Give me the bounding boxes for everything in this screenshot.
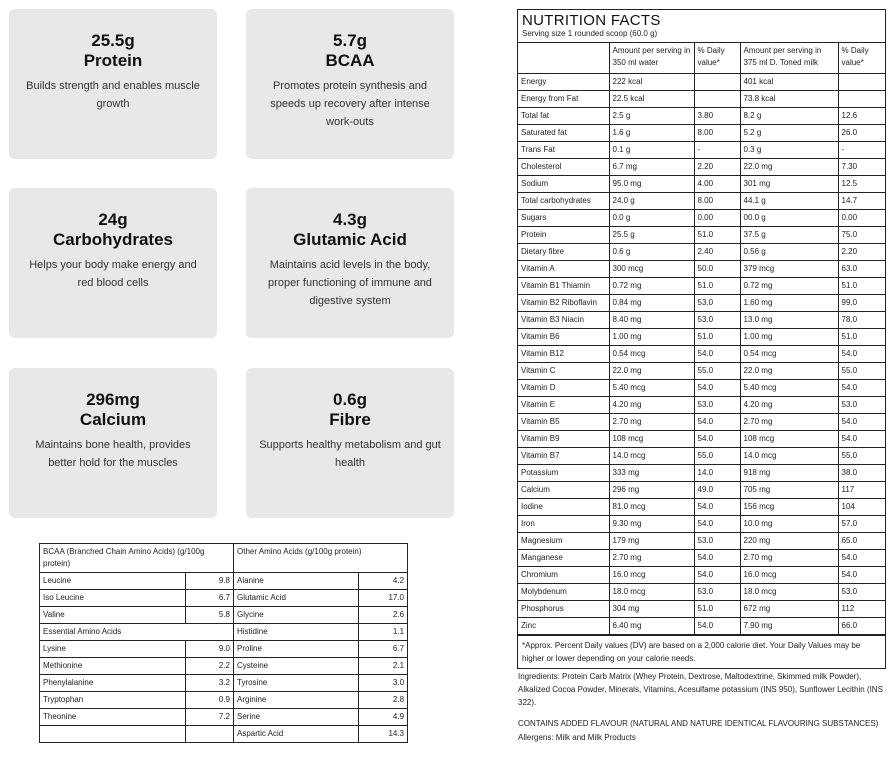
nutrient-name: Sugars xyxy=(518,210,609,227)
amino-name: Tyrosine xyxy=(234,675,359,692)
nutrient-name: Vitamin B1 Thiamin xyxy=(518,278,609,295)
nutrient-value: 0.3 g xyxy=(740,142,838,159)
nutrient-name: Cholesterol xyxy=(518,159,609,176)
amino-row xyxy=(40,675,408,692)
allergen-statement: Allergens: Milk and Milk Products xyxy=(518,733,636,742)
serving-size: Serving size 1 rounded scoop (60.0 g) xyxy=(518,29,885,43)
amino-row xyxy=(40,709,408,726)
card-description: Builds strength and enables muscle growth xyxy=(26,80,200,110)
nutrition-row xyxy=(518,142,885,159)
nutrient-name: Manganese xyxy=(518,550,609,567)
amino-name: Cysteine xyxy=(234,658,359,675)
nutrition-table xyxy=(518,43,885,635)
nutrient-value: 63.0 xyxy=(838,261,885,278)
nutrient-value: 73.8 kcal xyxy=(740,91,838,108)
amino-name: Arginine xyxy=(234,692,359,709)
amino-name xyxy=(40,726,186,743)
amino-row xyxy=(40,607,408,624)
card-amount: 0.6g xyxy=(332,390,368,409)
nutrient-value: 54.0 xyxy=(694,516,740,533)
nutrition-row xyxy=(518,159,885,176)
amino-value: 5.8 xyxy=(186,607,234,624)
nutrition-row xyxy=(518,533,885,550)
nutrition-row xyxy=(518,346,885,363)
nutrient-value: 104 xyxy=(838,499,885,516)
nutrition-row xyxy=(518,397,885,414)
amino-value: 9.0 xyxy=(186,641,234,658)
nutrient-value: 66.0 xyxy=(838,618,885,635)
amino-name: Serine xyxy=(234,709,359,726)
nutrient-value: 22.5 kcal xyxy=(609,91,694,108)
amino-name: Alanine xyxy=(234,573,359,590)
nutrient-value: 49.0 xyxy=(694,482,740,499)
nutrient-value: 1.6 g xyxy=(609,125,694,142)
amino-name: Aspartic Acid xyxy=(234,726,359,743)
amino-acid-table xyxy=(39,543,408,743)
nutrient-value: 51.0 xyxy=(694,278,740,295)
nutrient-value: 7.30 xyxy=(838,159,885,176)
nutrient-name: Molybdenum xyxy=(518,584,609,601)
amino-value xyxy=(186,726,234,743)
nutrient-value: 8.40 mg xyxy=(609,312,694,329)
nutrient-value: 22.0 mg xyxy=(740,363,838,380)
nutrient-value: 53.0 xyxy=(838,584,885,601)
card-name: BCAA xyxy=(325,51,375,70)
nutrient-value xyxy=(838,74,885,91)
nutrient-card-protein xyxy=(9,9,217,159)
nutrition-header-row xyxy=(518,43,885,74)
nutrient-value: 81.0 mcg xyxy=(609,499,694,516)
nutrient-value: 705 mg xyxy=(740,482,838,499)
nutrient-value: 0.72 mg xyxy=(740,278,838,295)
card-amount: 24g xyxy=(98,210,128,229)
nutrition-row xyxy=(518,601,885,618)
nutrient-value: 54.0 xyxy=(694,567,740,584)
card-name: Calcium xyxy=(79,410,147,429)
nutrient-name: Total carbohydrates xyxy=(518,193,609,210)
nutrient-name: Vitamin B6 xyxy=(518,329,609,346)
nutrient-card-carbohydrates xyxy=(9,188,217,338)
nutrient-value: 78.0 xyxy=(838,312,885,329)
nutrient-value: 300 mcg xyxy=(609,261,694,278)
nutrient-value: 1.00 mg xyxy=(740,329,838,346)
card-amount: 5.7g xyxy=(332,31,368,50)
nutrient-value: 6.40 mg xyxy=(609,618,694,635)
amino-name: Tryptophan xyxy=(40,692,186,709)
nutrient-value: 918 mg xyxy=(740,465,838,482)
nutrient-value: 4.00 xyxy=(694,176,740,193)
nutrient-value: 0.56 g xyxy=(740,244,838,261)
nutrient-value: 53.0 xyxy=(694,312,740,329)
nutrient-value: 54.0 xyxy=(694,414,740,431)
amino-name: Lysine xyxy=(40,641,186,658)
nutrient-value: 112 xyxy=(838,601,885,618)
nutrient-value: 0.00 xyxy=(838,210,885,227)
nutrition-row xyxy=(518,448,885,465)
header-cell: Amount per serving in 350 ml water xyxy=(609,43,694,74)
nutrient-value: - xyxy=(694,142,740,159)
nutrient-value: 54.0 xyxy=(694,550,740,567)
nutrient-value: 54.0 xyxy=(694,618,740,635)
card-description: Maintains bone health, provides better hold for the muscles xyxy=(35,439,191,469)
nutrient-value: 8.00 xyxy=(694,125,740,142)
daily-value-note: *Approx. Percent Daily values (DV) are based on a 2,000 calorie diet. Your Daily Values may be higher or lower depending on your calorie needs. xyxy=(518,635,885,668)
nutrient-name: Vitamin A xyxy=(518,261,609,278)
nutrient-value: 22.0 mg xyxy=(609,363,694,380)
nutrient-value: 37.5 g xyxy=(740,227,838,244)
nutrition-row xyxy=(518,74,885,91)
nutrient-value: 117 xyxy=(838,482,885,499)
amino-name: Methionine xyxy=(40,658,186,675)
amino-value: 3.2 xyxy=(186,675,234,692)
nutrient-value: 54.0 xyxy=(838,550,885,567)
nutrient-value: 75.0 xyxy=(838,227,885,244)
nutrient-value: 14.0 mcg xyxy=(609,448,694,465)
nutrition-row xyxy=(518,244,885,261)
nutrition-row xyxy=(518,295,885,312)
nutrient-value: 25.5 g xyxy=(609,227,694,244)
nutrient-name: Chromium xyxy=(518,567,609,584)
nutrient-name: Sodium xyxy=(518,176,609,193)
nutrient-value: 54.0 xyxy=(694,380,740,397)
amino-row xyxy=(40,641,408,658)
amino-name: Glycine xyxy=(234,607,359,624)
nutrition-row xyxy=(518,584,885,601)
nutrient-value: 51.0 xyxy=(838,278,885,295)
amino-value: 2.8 xyxy=(359,692,408,709)
nutrient-value: 55.0 xyxy=(838,363,885,380)
nutrient-value: 1.00 mg xyxy=(609,329,694,346)
nutrient-value: 672 mg xyxy=(740,601,838,618)
nutrient-value: 14.0 xyxy=(694,465,740,482)
nutrient-value: 5.2 g xyxy=(740,125,838,142)
amino-value: 4.9 xyxy=(359,709,408,726)
nutrition-row xyxy=(518,380,885,397)
nutrition-row xyxy=(518,414,885,431)
card-name: Fibre xyxy=(329,410,371,429)
nutrient-value: 14.7 xyxy=(838,193,885,210)
nutrient-name: Phosphorus xyxy=(518,601,609,618)
amino-name: Histidine xyxy=(234,624,359,641)
nutrient-value: 99.0 xyxy=(838,295,885,312)
nutrient-value: 179 mg xyxy=(609,533,694,550)
nutrient-value: 50.0 xyxy=(694,261,740,278)
nutrition-row xyxy=(518,193,885,210)
nutrient-value: 2.40 xyxy=(694,244,740,261)
card-amount: 25.5g xyxy=(91,31,135,50)
nutrient-value: 54.0 xyxy=(694,346,740,363)
nutrition-row xyxy=(518,516,885,533)
nutrition-row xyxy=(518,312,885,329)
nutrient-name: Magnesium xyxy=(518,533,609,550)
nutrient-value: 4.20 mg xyxy=(609,397,694,414)
nutrient-value: 2.20 xyxy=(694,159,740,176)
nutrient-name: Energy xyxy=(518,74,609,91)
nutrient-value: 51.0 xyxy=(838,329,885,346)
nutrient-value: 95.0 mg xyxy=(609,176,694,193)
nutrient-value: 18.0 mcg xyxy=(609,584,694,601)
nutrient-value: 54.0 xyxy=(694,431,740,448)
amino-value: 6.7 xyxy=(359,641,408,658)
nutrient-name: Vitamin E xyxy=(518,397,609,414)
amino-section-label: Essential Amino Acids xyxy=(40,624,234,641)
nutrition-row xyxy=(518,363,885,380)
nutrient-value: 4.20 mg xyxy=(740,397,838,414)
amino-value: 4.2 xyxy=(359,573,408,590)
nutrient-value: 12.6 xyxy=(838,108,885,125)
nutrient-value: 0.54 mcg xyxy=(609,346,694,363)
nutrient-value: 3.80 xyxy=(694,108,740,125)
nutrient-value: 0.54 mcg xyxy=(740,346,838,363)
nutrient-value: 2.70 mg xyxy=(609,414,694,431)
nutrition-row xyxy=(518,618,885,635)
nutrient-value xyxy=(838,91,885,108)
nutrition-row xyxy=(518,431,885,448)
nutrient-name: Total fat xyxy=(518,108,609,125)
nutrient-value: 54.0 xyxy=(838,414,885,431)
amino-name: Valine xyxy=(40,607,186,624)
nutrient-value: 301 mg xyxy=(740,176,838,193)
amino-value: 17.0 xyxy=(359,590,408,607)
nutrient-value: 54.0 xyxy=(838,431,885,448)
nutrient-name: Iodine xyxy=(518,499,609,516)
nutrient-name: Iron xyxy=(518,516,609,533)
amino-name: Glutamic Acid xyxy=(234,590,359,607)
amino-row xyxy=(40,573,408,590)
card-description: Maintains acid levels in the body, proper functioning of immune and digestive system xyxy=(268,259,432,307)
nutrient-name: Vitamin B7 xyxy=(518,448,609,465)
nutrient-value: 51.0 xyxy=(694,329,740,346)
card-name: Carbohydrates xyxy=(53,230,173,249)
nutrient-card-bcaa xyxy=(246,9,454,159)
nutrient-card-glutamic-acid xyxy=(246,188,454,338)
nutrient-value: 53.0 xyxy=(694,295,740,312)
nutrient-value: 296 mg xyxy=(609,482,694,499)
card-amount: 4.3g xyxy=(332,210,368,229)
nutrient-value: 24.0 g xyxy=(609,193,694,210)
nutrient-value: 14.0 mcg xyxy=(740,448,838,465)
card-name: Protein xyxy=(83,51,143,70)
amino-name: Proline xyxy=(234,641,359,658)
nutrient-value: 333 mg xyxy=(609,465,694,482)
nutrient-value: 7.90 mg xyxy=(740,618,838,635)
amino-row xyxy=(40,658,408,675)
amino-name: Theonine xyxy=(40,709,186,726)
amino-row xyxy=(40,692,408,709)
nutrition-row xyxy=(518,329,885,346)
amino-value: 1.1 xyxy=(359,624,408,641)
nutrient-name: Calcium xyxy=(518,482,609,499)
nutrient-value: 0.0 g xyxy=(609,210,694,227)
header-cell: % Daily value* xyxy=(838,43,885,74)
amino-value: 9.8 xyxy=(186,573,234,590)
nutrient-value: 108 mcg xyxy=(740,431,838,448)
nutrient-name: Zinc xyxy=(518,618,609,635)
header-cell: % Daily value* xyxy=(694,43,740,74)
amino-row xyxy=(40,590,408,607)
nutrient-value: 55.0 xyxy=(838,448,885,465)
nutrition-row xyxy=(518,261,885,278)
amino-value: 2.6 xyxy=(359,607,408,624)
nutrient-name: Vitamin B3 Niacin xyxy=(518,312,609,329)
nutrient-name: Protein xyxy=(518,227,609,244)
nutrient-value: 26.0 xyxy=(838,125,885,142)
nutrient-value: 00.0 g xyxy=(740,210,838,227)
nutrient-value: 16.0 mcg xyxy=(740,567,838,584)
nutrient-value: 53.0 xyxy=(694,397,740,414)
nutrition-row xyxy=(518,550,885,567)
nutrition-row xyxy=(518,227,885,244)
amino-value: 0.9 xyxy=(186,692,234,709)
nutrient-value: 2.5 g xyxy=(609,108,694,125)
nutrient-card-calcium xyxy=(9,368,217,518)
nutrient-value: 9.30 mg xyxy=(609,516,694,533)
nutrient-value: 108 mcg xyxy=(609,431,694,448)
nutrient-value: 304 mg xyxy=(609,601,694,618)
nutrient-value: 1.60 mg xyxy=(740,295,838,312)
ingredients-text: Ingredients: Protein Carb Matrix (Whey Protein, Dextrose, Maltodextrine, Skimmed milk Powder), Alkalized Cocoa Powder, Minerals, Vitamins, Acesulfame potassium (INS 950), Sunflower Lecithin (INS 322). xyxy=(518,672,883,707)
card-description: Supports healthy metabolism and gut health xyxy=(259,439,441,469)
amino-value: 6.7 xyxy=(186,590,234,607)
nutrient-value: 2.70 mg xyxy=(740,414,838,431)
nutrient-name: Dietary fibre xyxy=(518,244,609,261)
nutrient-value: 2.70 mg xyxy=(740,550,838,567)
amino-value: 7.2 xyxy=(186,709,234,726)
nutrient-value: 0.00 xyxy=(694,210,740,227)
nutrient-value: 51.0 xyxy=(694,601,740,618)
nutrient-value: 22.0 mg xyxy=(740,159,838,176)
nutrient-name: Vitamin B9 xyxy=(518,431,609,448)
amino-value: 3.0 xyxy=(359,675,408,692)
nutrient-value: 0.1 g xyxy=(609,142,694,159)
nutrient-value: 51.0 xyxy=(694,227,740,244)
nutrient-value: 8.00 xyxy=(694,193,740,210)
nutrient-value: 55.0 xyxy=(694,363,740,380)
nutrient-value: 18.0 mcg xyxy=(740,584,838,601)
nutrient-value: 57.0 xyxy=(838,516,885,533)
nutrient-value: 54.0 xyxy=(838,567,885,584)
nutrient-value: 5.40 mcg xyxy=(740,380,838,397)
nutrient-value: 2.20 xyxy=(838,244,885,261)
nutrient-value: 222 kcal xyxy=(609,74,694,91)
nutrient-name: Energy from Fat xyxy=(518,91,609,108)
nutrient-value: 5.40 mcg xyxy=(609,380,694,397)
nutrient-value: 0.6 g xyxy=(609,244,694,261)
nutrient-value: 38.0 xyxy=(838,465,885,482)
amino-name: Phenylalanine xyxy=(40,675,186,692)
nutrition-row xyxy=(518,567,885,584)
nutrient-value: 0.84 mg xyxy=(609,295,694,312)
nutrient-card-fibre xyxy=(246,368,454,518)
nutrient-value: 220 mg xyxy=(740,533,838,550)
nutrient-value: 53.0 xyxy=(694,584,740,601)
nutrition-facts-panel xyxy=(517,9,886,669)
amino-row xyxy=(40,624,408,641)
nutrient-value: 2.70 mg xyxy=(609,550,694,567)
nutrient-value: 8.2 g xyxy=(740,108,838,125)
nutrient-value: 16.0 mcg xyxy=(609,567,694,584)
nutrient-value: 379 mcg xyxy=(740,261,838,278)
nutrient-value: 54.0 xyxy=(694,499,740,516)
nutrition-row xyxy=(518,499,885,516)
amino-value: 2.1 xyxy=(359,658,408,675)
nutrition-row xyxy=(518,210,885,227)
amino-name: Iso Leucine xyxy=(40,590,186,607)
nutrition-row xyxy=(518,125,885,142)
header-cell xyxy=(518,43,609,74)
card-name: Glutamic Acid xyxy=(293,230,407,249)
nutrient-value: 65.0 xyxy=(838,533,885,550)
nutrient-value: 53.0 xyxy=(694,533,740,550)
nutrient-name: Vitamin B2 Riboflavin xyxy=(518,295,609,312)
amino-value: 14.3 xyxy=(359,726,408,743)
nutrient-value: 10.0 mg xyxy=(740,516,838,533)
amino-value: 2.2 xyxy=(186,658,234,675)
amino-row xyxy=(40,726,408,743)
flavour-statement: CONTAINS ADDED FLAVOUR (NATURAL AND NATURE IDENTICAL FLAVOURING SUBSTANCES) xyxy=(518,719,879,728)
nutrient-name: Vitamin D xyxy=(518,380,609,397)
nutrient-value: 12.5 xyxy=(838,176,885,193)
nutrition-row xyxy=(518,465,885,482)
card-description: Promotes protein synthesis and speeds up recovery after intense work-outs xyxy=(270,80,430,128)
other-amino-header: Other Amino Acids (g/100g protein) xyxy=(234,544,408,573)
nutrition-facts-title: NUTRITION FACTS xyxy=(522,12,661,29)
nutrition-row xyxy=(518,91,885,108)
nutrient-value: 13.0 mg xyxy=(740,312,838,329)
nutrient-value: 401 kcal xyxy=(740,74,838,91)
nutrient-value: - xyxy=(838,142,885,159)
nutrient-value: 53.0 xyxy=(838,397,885,414)
nutrition-row xyxy=(518,278,885,295)
nutrient-value: 156 mcg xyxy=(740,499,838,516)
card-amount: 296mg xyxy=(86,390,140,409)
nutrient-name: Saturated fat xyxy=(518,125,609,142)
header-cell: Amount per serving in 375 ml D. Toned milk xyxy=(740,43,838,74)
nutrient-value xyxy=(694,74,740,91)
nutrient-value: 44.1 g xyxy=(740,193,838,210)
bcaa-header: BCAA (Branched Chain Amino Acids) (g/100g protein) xyxy=(40,544,234,573)
nutrition-row xyxy=(518,482,885,499)
card-description: Helps your body make energy and red blood cells xyxy=(29,259,197,289)
nutrient-name: Potassium xyxy=(518,465,609,482)
nutrient-value xyxy=(694,91,740,108)
nutrient-value: 55.0 xyxy=(694,448,740,465)
amino-name: Leucine xyxy=(40,573,186,590)
nutrient-value: 0.72 mg xyxy=(609,278,694,295)
nutrition-row xyxy=(518,108,885,125)
nutrient-name: Trans Fat xyxy=(518,142,609,159)
nutrient-value: 6.7 mg xyxy=(609,159,694,176)
nutrition-row xyxy=(518,176,885,193)
nutrient-value: 54.0 xyxy=(838,380,885,397)
nutrient-value: 54.0 xyxy=(838,346,885,363)
nutrient-name: Vitamin B12 xyxy=(518,346,609,363)
nutrient-name: Vitamin B5 xyxy=(518,414,609,431)
nutrient-name: Vitamin C xyxy=(518,363,609,380)
